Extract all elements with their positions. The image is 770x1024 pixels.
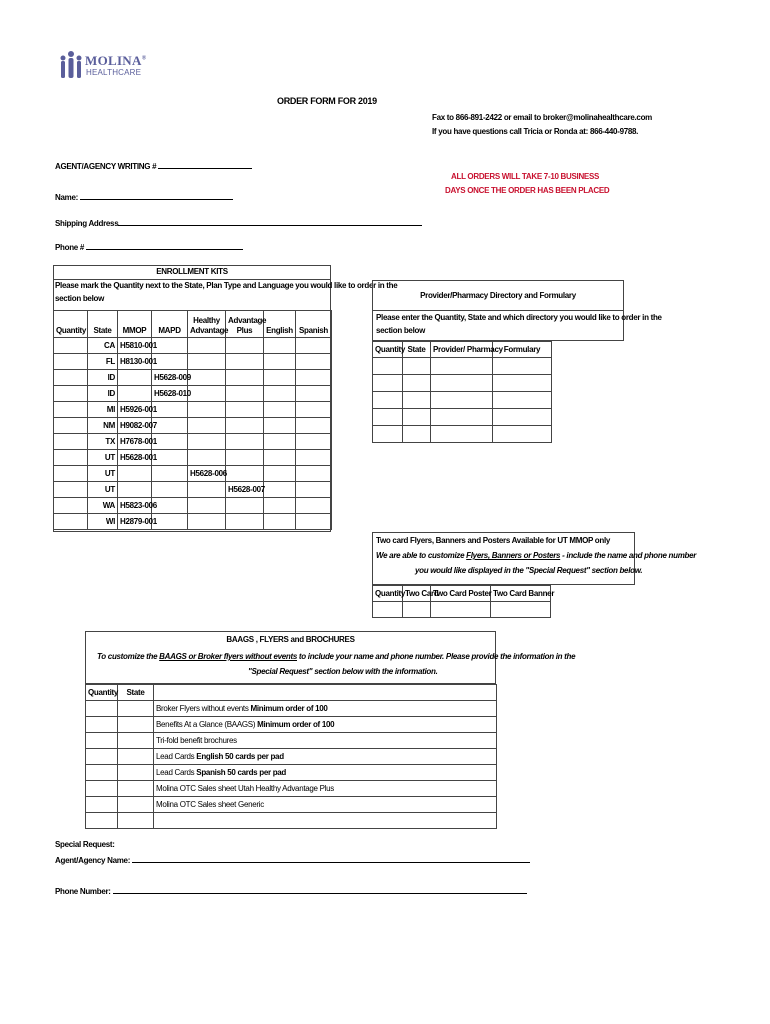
healthy-advantage-cell <box>188 386 226 402</box>
provider-instructions-box <box>372 311 662 341</box>
spanish-cell[interactable] <box>296 418 332 434</box>
enrollment-row <box>54 434 332 450</box>
logo-sub: HEALTHCARE <box>86 68 142 77</box>
baags-item-text: Molina OTC Sales sheet Generic <box>156 799 264 809</box>
enrollment-row <box>54 450 332 466</box>
baags-item-description <box>154 701 497 717</box>
baags-state-cell[interactable] <box>118 701 154 717</box>
baags-state-cell[interactable] <box>118 717 154 733</box>
ut-card-line-2: you would like displayed in the "Special Request" section below. <box>415 566 643 575</box>
spanish-cell[interactable] <box>296 434 332 450</box>
provider-row <box>373 358 552 375</box>
provider-quantity-cell[interactable] <box>373 358 403 375</box>
baags-item-note: Spanish 50 cards per pad <box>196 767 287 777</box>
baags-row <box>86 765 497 781</box>
phone-label: Phone # <box>55 243 85 252</box>
english-cell[interactable] <box>264 370 296 386</box>
ut-col-two-card: Two Card <box>403 586 431 602</box>
healthy-advantage-cell <box>188 498 226 514</box>
provider-formulary-cell[interactable] <box>493 375 552 392</box>
col-spanish: Spanish <box>296 311 332 338</box>
healthy-advantage-cell <box>188 354 226 370</box>
mmop-cell: H2879-001 <box>118 514 152 530</box>
english-cell[interactable] <box>264 386 296 402</box>
shipping-label: Shipping Address <box>55 219 119 228</box>
enrollment-instructions-1: Please mark the Quantity next to the State, Plan Type and Language you would like to order in the <box>55 281 398 290</box>
ut-card-title: Two card Flyers, Banners and Posters Available for UT MMOP only <box>376 536 611 545</box>
state-cell: UT <box>88 450 118 466</box>
ut-card-empty-row <box>373 602 551 618</box>
provider-table <box>372 341 552 443</box>
advantage-plus-cell <box>226 418 264 434</box>
advantage-plus-cell <box>226 370 264 386</box>
provider-instructions-2: section below <box>376 326 425 335</box>
provider-pharmacy-cell[interactable] <box>431 409 493 426</box>
baags-line-1: To customize the BAAGS or Broker flyers without events to include your name and phone number. Please provide the information in the <box>97 652 576 661</box>
mmop-cell: H5810-001 <box>118 338 152 354</box>
enrollment-row <box>54 514 332 530</box>
mmop-cell: H8130-001 <box>118 354 152 370</box>
order-notice-line-1: ALL ORDERS WILL TAKE 7-10 BUSINESS <box>451 172 600 181</box>
col-healthy-advantage: Healthy Advantage <box>188 311 226 338</box>
baags-item-text: Lead Cards <box>156 767 197 777</box>
ut-banner-cell[interactable] <box>491 602 551 618</box>
provider-state-cell[interactable] <box>403 375 431 392</box>
provider-col-quantity: Quantity <box>373 342 403 358</box>
agency-name-label: Agent/Agency Name: <box>55 856 131 865</box>
provider-row <box>373 426 552 443</box>
baags-item-description <box>154 733 497 749</box>
baags-state-cell[interactable] <box>118 781 154 797</box>
provider-col-formulary: Formulary <box>493 342 552 358</box>
ut-quantity-cell[interactable] <box>373 602 403 618</box>
advantage-plus-cell <box>226 514 264 530</box>
enrollment-row <box>54 402 332 418</box>
enrollment-header-row <box>54 311 332 338</box>
spanish-cell[interactable] <box>296 370 332 386</box>
ut-card-line-1: We are able to customize Flyers, Banners or Posters - include the name and phone number <box>376 551 697 560</box>
baags-state-cell[interactable] <box>118 765 154 781</box>
english-cell[interactable] <box>264 482 296 498</box>
english-cell[interactable] <box>264 402 296 418</box>
provider-quantity-cell[interactable] <box>373 409 403 426</box>
state-cell: ID <box>88 370 118 386</box>
enrollment-table <box>53 310 332 530</box>
ut-card-table <box>372 585 555 618</box>
col-english: English <box>264 311 296 338</box>
baags-state-cell[interactable] <box>118 749 154 765</box>
baags-quantity-cell[interactable] <box>86 717 118 733</box>
provider-col-state: State <box>403 342 431 358</box>
state-cell: FL <box>88 354 118 370</box>
quantity-cell[interactable] <box>54 386 88 402</box>
baags-item-description <box>154 749 497 765</box>
ut-col-banner: Two Card Banner <box>491 586 551 602</box>
molina-logo <box>58 48 147 84</box>
provider-quantity-cell[interactable] <box>373 426 403 443</box>
baags-table <box>85 684 497 829</box>
healthy-advantage-cell <box>188 370 226 386</box>
quantity-cell[interactable] <box>54 450 88 466</box>
agent-writing-label: AGENT/AGENCY WRITING # <box>55 162 157 171</box>
provider-pharmacy-cell[interactable] <box>431 375 493 392</box>
name-input[interactable] <box>80 190 233 200</box>
col-mmop: MMOP <box>118 311 152 338</box>
enrollment-row <box>54 466 332 482</box>
page-title: ORDER FORM FOR 2019 <box>277 96 377 106</box>
provider-pharmacy-cell[interactable] <box>431 392 493 409</box>
advantage-plus-cell <box>226 434 264 450</box>
col-advantage-plus: Advantage Plus <box>226 311 264 338</box>
name-label: Name: <box>55 193 78 202</box>
baags-item-note: Minimum order of 100 <box>257 719 335 729</box>
phone-field <box>55 240 243 253</box>
advantage-plus-cell <box>226 402 264 418</box>
baags-col-quantity: Quantity <box>86 685 118 701</box>
enrollment-row <box>54 482 332 498</box>
spanish-cell[interactable] <box>296 402 332 418</box>
provider-directory-box <box>372 280 624 311</box>
healthy-advantage-cell <box>188 338 226 354</box>
english-cell[interactable] <box>264 498 296 514</box>
ut-col-poster: Two Card Poster <box>431 586 491 602</box>
provider-header-row <box>373 342 552 358</box>
baags-line-2: "Special Request" section below with the information. <box>248 667 438 676</box>
enrollment-row <box>54 386 332 402</box>
provider-state-cell[interactable] <box>403 426 431 443</box>
enrollment-row <box>54 418 332 434</box>
state-cell: MI <box>88 402 118 418</box>
baags-row <box>86 717 497 733</box>
state-cell: ID <box>88 386 118 402</box>
state-cell: WA <box>88 498 118 514</box>
phone-number-field <box>55 884 527 897</box>
phone-number-label: Phone Number: <box>55 887 111 896</box>
enrollment-row <box>54 498 332 514</box>
baags-state-cell[interactable] <box>118 733 154 749</box>
baags-title: BAAGS , FLYERS and BROCHURES <box>226 635 355 644</box>
provider-row <box>373 375 552 392</box>
advantage-plus-cell: H5628-007 <box>226 482 264 498</box>
quantity-cell[interactable] <box>54 514 88 530</box>
quantity-cell[interactable] <box>54 338 88 354</box>
spanish-cell[interactable] <box>296 498 332 514</box>
mmop-cell: H7678-001 <box>118 434 152 450</box>
baags-row <box>86 749 497 765</box>
baags-blank-cell[interactable] <box>154 813 497 829</box>
healthy-advantage-cell <box>188 434 226 450</box>
healthy-advantage-cell <box>188 418 226 434</box>
agent-writing-field <box>55 159 252 172</box>
quantity-cell[interactable] <box>54 354 88 370</box>
spanish-cell[interactable] <box>296 514 332 530</box>
baags-item-description <box>154 781 497 797</box>
fax-email-line: Fax to 866-891-2422 or email to broker@molinahealthcare.com <box>432 113 652 122</box>
order-notice-line-2: DAYS ONCE THE ORDER HAS BEEN PLACED <box>445 186 610 195</box>
provider-state-cell[interactable] <box>403 409 431 426</box>
mapd-cell <box>152 482 188 498</box>
state-cell: TX <box>88 434 118 450</box>
baags-item-note: Minimum order of 100 <box>250 703 328 713</box>
provider-quantity-cell[interactable] <box>373 392 403 409</box>
baags-item-description <box>154 797 497 813</box>
baags-quantity-cell[interactable] <box>86 781 118 797</box>
mmop-cell: H5823-006 <box>118 498 152 514</box>
provider-pharmacy-cell[interactable] <box>431 426 493 443</box>
provider-formulary-cell[interactable] <box>493 409 552 426</box>
people-icon <box>58 50 84 80</box>
col-state: State <box>88 311 118 338</box>
healthy-advantage-cell <box>188 514 226 530</box>
name-field <box>55 190 233 203</box>
baags-blank-cell[interactable] <box>86 813 118 829</box>
mmop-cell <box>118 466 152 482</box>
shipping-input[interactable] <box>118 216 422 226</box>
spanish-cell[interactable] <box>296 482 332 498</box>
advantage-plus-cell <box>226 466 264 482</box>
quantity-cell[interactable] <box>54 418 88 434</box>
baags-quantity-cell[interactable] <box>86 765 118 781</box>
mapd-cell: H5628-009 <box>152 370 188 386</box>
spanish-cell[interactable] <box>296 450 332 466</box>
baags-quantity-cell[interactable] <box>86 733 118 749</box>
mapd-cell: H5628-010 <box>152 386 188 402</box>
provider-title: Provider/Pharmacy Directory and Formulary <box>420 291 576 300</box>
quantity-cell[interactable] <box>54 402 88 418</box>
spanish-cell[interactable] <box>296 338 332 354</box>
enrollment-row <box>54 354 332 370</box>
quantity-cell[interactable] <box>54 434 88 450</box>
col-quantity: Quantity <box>54 311 88 338</box>
provider-formulary-cell[interactable] <box>493 426 552 443</box>
state-cell: WI <box>88 514 118 530</box>
state-cell: NM <box>88 418 118 434</box>
enrollment-row <box>54 338 332 354</box>
baags-row <box>86 781 497 797</box>
phone-input[interactable] <box>86 240 243 250</box>
state-cell: CA <box>88 338 118 354</box>
english-cell[interactable] <box>264 354 296 370</box>
agency-name-input[interactable] <box>132 853 530 863</box>
english-cell[interactable] <box>264 418 296 434</box>
healthy-advantage-cell <box>188 482 226 498</box>
english-cell[interactable] <box>264 434 296 450</box>
enrollment-row <box>54 370 332 386</box>
spanish-cell[interactable] <box>296 466 332 482</box>
healthy-advantage-cell: H5628-006 <box>188 466 226 482</box>
baags-item-description <box>154 765 497 781</box>
quantity-cell[interactable] <box>54 498 88 514</box>
baags-item-note: English 50 cards per pad <box>196 751 284 761</box>
baags-quantity-cell[interactable] <box>86 749 118 765</box>
mmop-cell: H9082-007 <box>118 418 152 434</box>
enrollment-title: ENROLLMENT KITS <box>156 267 228 276</box>
quantity-cell[interactable] <box>54 370 88 386</box>
ut-card-box <box>372 532 697 585</box>
baags-header-row <box>86 685 497 701</box>
provider-quantity-cell[interactable] <box>373 375 403 392</box>
mmop-cell <box>118 370 152 386</box>
baags-item-text: Benefits At a Glance (BAAGS) <box>156 719 258 729</box>
advantage-plus-cell <box>226 498 264 514</box>
ut-col-quantity: Quantity <box>373 586 403 602</box>
enrollment-instructions-2: section below <box>55 294 104 303</box>
english-cell[interactable] <box>264 450 296 466</box>
mmop-cell: H5628-001 <box>118 450 152 466</box>
provider-state-cell[interactable] <box>403 392 431 409</box>
quantity-cell[interactable] <box>54 466 88 482</box>
baags-item-text: Tri-fold benefit brochures <box>156 735 237 745</box>
baags-blank-cell[interactable] <box>118 813 154 829</box>
baags-col-state: State <box>118 685 154 701</box>
mmop-cell <box>118 482 152 498</box>
baags-quantity-cell[interactable] <box>86 797 118 813</box>
agency-name-field <box>55 853 530 866</box>
baags-item-text: Lead Cards <box>156 751 197 761</box>
provider-formulary-cell[interactable] <box>493 358 552 375</box>
baags-item-text: Molina OTC Sales sheet Utah Healthy Advantage Plus <box>156 783 334 793</box>
healthy-advantage-cell <box>188 450 226 466</box>
english-cell[interactable] <box>264 514 296 530</box>
baags-state-cell[interactable] <box>118 797 154 813</box>
provider-col-pharmacy: Provider/ Pharmacy <box>431 342 493 358</box>
agent-writing-input[interactable] <box>158 159 252 169</box>
provider-row <box>373 392 552 409</box>
provider-pharmacy-cell[interactable] <box>431 358 493 375</box>
state-cell: UT <box>88 466 118 482</box>
provider-formulary-cell[interactable] <box>493 392 552 409</box>
english-cell[interactable] <box>264 466 296 482</box>
col-mapd: MAPD <box>152 311 188 338</box>
phone-contact-line: If you have questions call Tricia or Ronda at: 866-440-9788. <box>432 127 639 136</box>
state-cell: UT <box>88 482 118 498</box>
baags-item-text: Broker Flyers without events <box>156 703 251 713</box>
quantity-cell[interactable] <box>54 482 88 498</box>
mapd-cell <box>152 466 188 482</box>
advantage-plus-cell <box>226 450 264 466</box>
advantage-plus-cell <box>226 386 264 402</box>
baags-row <box>86 797 497 813</box>
baags-box <box>85 631 576 684</box>
logo-brand: MOLINA® <box>85 53 147 68</box>
english-cell[interactable] <box>264 338 296 354</box>
spanish-cell[interactable] <box>296 386 332 402</box>
ut-card-header-row <box>373 586 551 602</box>
phone-number-input[interactable] <box>113 884 527 894</box>
mmop-cell <box>118 386 152 402</box>
advantage-plus-cell <box>226 338 264 354</box>
healthy-advantage-cell <box>188 402 226 418</box>
baags-quantity-cell[interactable] <box>86 701 118 717</box>
baags-blank-row <box>86 813 497 829</box>
spanish-cell[interactable] <box>296 354 332 370</box>
ut-poster-cell[interactable] <box>431 602 491 618</box>
advantage-plus-cell <box>226 354 264 370</box>
ut-two-card-cell[interactable] <box>403 602 431 618</box>
provider-instructions-1: Please enter the Quantity, State and which directory you would like to order in the <box>376 313 662 322</box>
special-request-label: Special Request: <box>55 840 115 849</box>
provider-state-cell[interactable] <box>403 358 431 375</box>
provider-row <box>373 409 552 426</box>
baags-item-description <box>154 717 497 733</box>
baags-row <box>86 701 497 717</box>
mmop-cell: H5926-001 <box>118 402 152 418</box>
baags-row <box>86 733 497 749</box>
shipping-field <box>55 216 422 229</box>
